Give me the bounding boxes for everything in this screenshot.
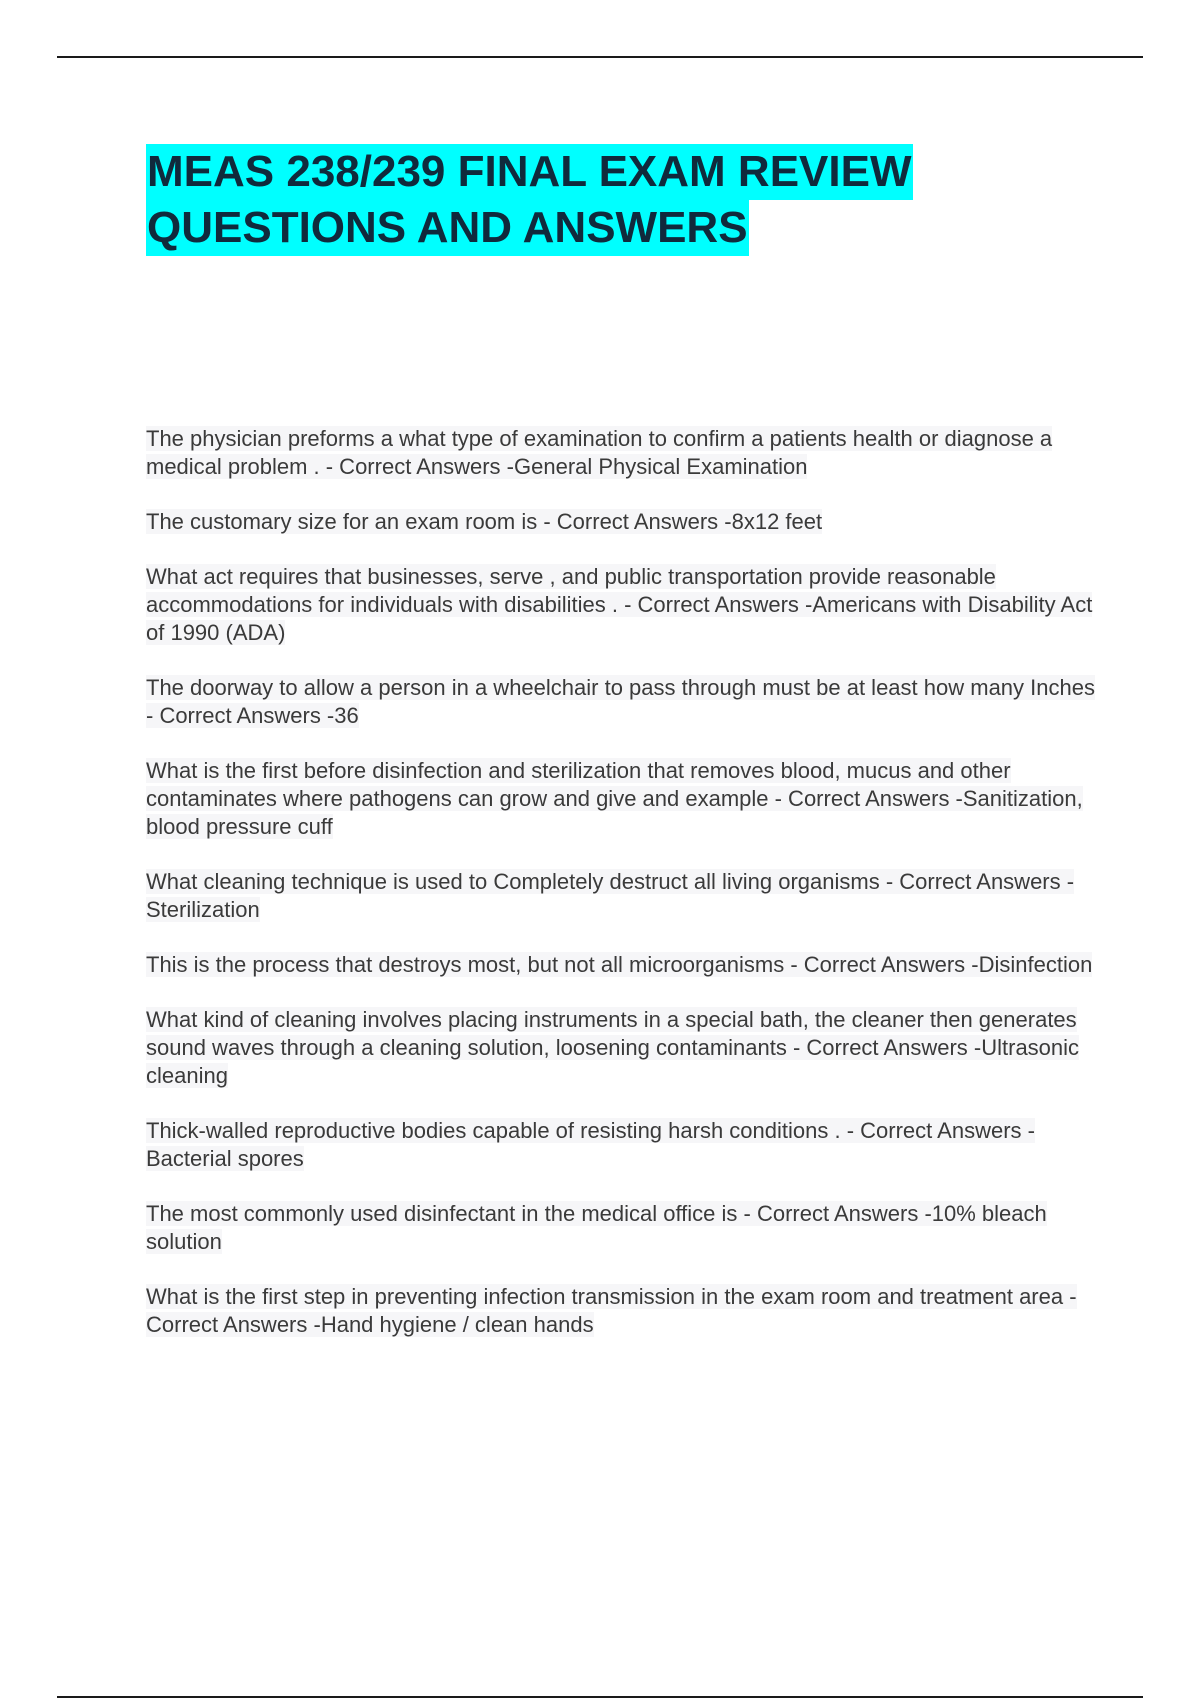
qa-item: [146, 868, 1106, 924]
qa-item: [146, 674, 1106, 730]
qa-item: [146, 1200, 1106, 1256]
qa-text: The customary size for an exam room is - Correct Answers -8x12 feet: [146, 509, 823, 534]
qa-text: What kind of cleaning involves placing instruments in a special bath, the cleaner then generates sound waves through a cleaning solution, loosening contaminants - Correct Answers -Ultrasonic cleaning: [146, 1007, 1080, 1088]
qa-item: [146, 951, 1106, 979]
qa-text: What cleaning technique is used to Completely destruct all living organisms - Correct Answers -Sterilization: [146, 869, 1075, 922]
qa-item: [146, 508, 1106, 536]
qa-text: What act requires that businesses, serve , and public transportation provide reasonable accommodations for individuals with disabilities . - Correct Answers -Americans with Disability Act of 1990 (ADA): [146, 564, 1093, 645]
title-line-1: MEAS 238/239 FINAL EXAM REVIEW: [146, 144, 913, 200]
title-line-2: QUESTIONS AND ANSWERS: [146, 200, 749, 256]
qa-text: The physician preforms a what type of examination to confirm a patients health or diagnose a medical problem . - Correct Answers -General Physical Examination: [146, 426, 1053, 479]
qa-item: [146, 1283, 1106, 1339]
qa-item: [146, 563, 1106, 647]
qa-item: [146, 757, 1106, 841]
qa-item: [146, 1117, 1106, 1173]
qa-list: [146, 425, 1106, 1366]
qa-item: [146, 1006, 1106, 1090]
qa-text: The most commonly used disinfectant in the medical office is - Correct Answers -10% bleach solution: [146, 1201, 1047, 1254]
document-title: [146, 144, 913, 256]
bottom-rule: [57, 1696, 1143, 1698]
qa-text: What is the first before disinfection and sterilization that removes blood, mucus and other contaminates where pathogens can grow and give and example - Correct Answers -Sanitization, blood pressure cuff: [146, 758, 1083, 839]
qa-text: This is the process that destroys most, but not all microorganisms - Correct Answers -Disinfection: [146, 952, 1093, 977]
qa-text: What is the first step in preventing infection transmission in the exam room and treatment area - Correct Answers -Hand hygiene / clean hands: [146, 1284, 1077, 1337]
qa-text: Thick-walled reproductive bodies capable of resisting harsh conditions . - Correct Answers -Bacterial spores: [146, 1118, 1035, 1171]
qa-text: The doorway to allow a person in a wheelchair to pass through must be at least how many Inches - Correct Answers -36: [146, 675, 1095, 728]
qa-item: [146, 425, 1106, 481]
top-rule: [57, 56, 1143, 58]
